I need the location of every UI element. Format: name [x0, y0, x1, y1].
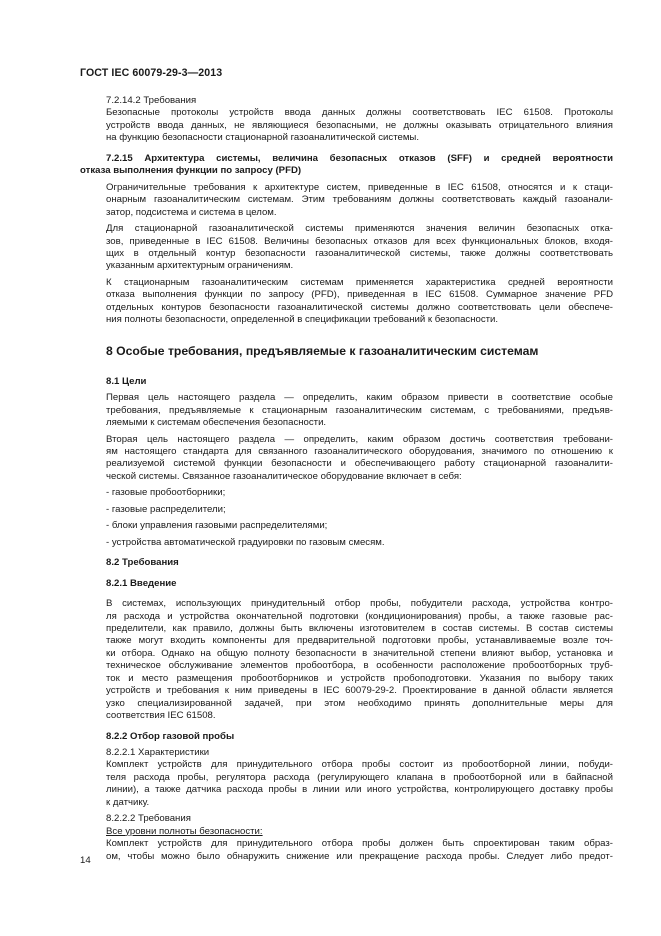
subsection-8-2-2-1-title: 8.2.2.1 Характеристики [106, 747, 210, 759]
text-line: щих в отдельный контур безопасности газоаналитической системы, также должны соответствовать [106, 247, 613, 259]
text-line: ческой системы. Связанное газоаналитическое оборудование включает в себя: [106, 470, 462, 482]
text-line: к датчику. [106, 796, 150, 808]
paragraph [80, 598, 613, 723]
text-line: Для стационарной газоаналитической системы применяются значения величин безопасных отка- [106, 223, 613, 235]
paragraph [80, 277, 613, 327]
text-line: Комплект устройств для принудительного отбора пробы должен быть спроектирован таким образ- [106, 838, 613, 850]
text-line: пределители, как правило, должны быть включены изготовителем в состав системы. В состав системы [106, 622, 613, 634]
list-item: - газовые распределители; [106, 503, 226, 515]
paragraph [80, 838, 613, 863]
list-item: - блоки управления газовыми распределителями; [106, 520, 328, 532]
text-line: отдельных контуров безопасности газоаналитической системы должно соответствовать цели обеспече- [106, 301, 613, 313]
text-line: указанным архитектурным ограничениям. [106, 260, 294, 272]
page-content [80, 95, 613, 863]
text-line: отказа выполнения функции по запросу (PFD) [80, 165, 302, 177]
text-line: соответствия IEC 61508. [106, 710, 216, 722]
text-line: ки отбора. Однако на общую полноту безопасности в значительной степени влияют выбор, установка и [106, 647, 613, 659]
text-line: Ограничительные требования к архитектуре систем, приведенные в IEC 61508, относятся и к стаци- [106, 181, 613, 193]
subsection-8-2-2-2-title: 8.2.2.2 Требования [106, 813, 191, 825]
page-number: 14 [80, 855, 91, 866]
text-line: затор, подсистема и система в целом. [106, 206, 277, 218]
text-line: ляемыми к системам обеспечения безопасности. [106, 417, 327, 429]
list-item: - газовые пробоотборники; [106, 487, 226, 499]
subsection-8-2-2-title: 8.2.2 Отбор газовой пробы [106, 730, 235, 742]
subsection-8-2-title: 8.2 Требования [106, 557, 179, 569]
paragraph [80, 107, 613, 144]
text-line: зов, приведенные в IEC 61508. Величины безопасных отказов для всех функциональных блоков, входя- [106, 235, 613, 247]
running-header: ГОСТ IEC 60079-29-3—2013 [80, 67, 223, 79]
text-line: Безопасные протоколы устройств ввода данных должны соответствовать IEC 61508. Протоколы [106, 107, 613, 119]
paragraph [80, 223, 613, 273]
text-line: также могут входить компоненты для предварительной подготовки пробы, устанавливаемые возле точ- [106, 635, 613, 647]
list-item: - устройства автоматической градуировки по газовым смесям. [106, 536, 385, 548]
paragraph [80, 759, 613, 809]
text-line: теля расхода пробы, регулятора расхода (регулирующего клапана в пробоотборной или в байпасной [106, 771, 613, 783]
text-line: К стационарным газоаналитическим системам применяется характеристика средней вероятности [106, 276, 613, 288]
text-line: устройств ввода данных, не являющиеся безопасными, не должны оказывать отрицательного влияния [106, 119, 613, 131]
text-line: узко специализированной задачей, при этом необходимо принять дополнительные меры для [106, 697, 613, 709]
text-line: В системах, использующих принудительный отбор пробы, побудители расхода, устройства контро- [106, 598, 613, 610]
text-line: Вторая цель настоящего раздела — определить, каким образом достичь соответствия требовани- [106, 433, 613, 445]
paragraph [80, 392, 613, 429]
paragraph [80, 182, 613, 219]
text-line: Первая цель настоящего раздела — определить, каким образом привести в соответствие особые [106, 392, 613, 404]
subsection-8-1-title: 8.1 Цели [106, 375, 147, 387]
text-line: ля расхода и устройства окончательной подготовки (кондиционирования) пробы, а также газовые рас- [106, 610, 613, 622]
paragraph [80, 434, 613, 484]
subsection-7-2-14-2-title: 7.2.14.2 Требования [106, 95, 197, 106]
text-line: Комплект устройств для принудительного отбора пробы состоит из пробоотборной линии, побуди- [106, 759, 613, 771]
text-line: ток и место размещения пробоотборников и устройств пробоподготовки. Указания по выбору таких [106, 672, 613, 684]
subsection-8-2-1-title: 8.2.1 Введение [106, 577, 177, 589]
text-line: ом, чтобы можно было обнаружить снижение или прекращение расхода пробы. Следует либо предот- [106, 850, 613, 862]
text-line: ния полноты безопасности, определенной в спецификации требований к безопасности. [106, 314, 499, 326]
section-8-title: 8 Особые требования, предъявляемые к газоаналитическим системам [106, 343, 539, 358]
text-line: устройств и требования к ним приведены в IEC 60079-29-2. Проектирование в данной области является [106, 685, 613, 697]
underlined-subheading: Все уровни полноты безопасности: [106, 825, 263, 837]
text-line: реализуемой системой функции безопасности и обеспечивающего работу стационарной газоаналити- [106, 458, 613, 470]
text-line: требования, предъявляемые к стационарным газоаналитическим системам, с требованиями, предъяв- [106, 404, 613, 416]
text-line: отказа выполнения функции по запросу (PFD), приведенная в IEC 61508. Суммарное значение PFD [106, 289, 613, 301]
text-line: 7.2.15 Архитектура системы, величина безопасных отказов (SFF) и средней вероятности [106, 152, 613, 164]
subsection-7-2-15-title [80, 153, 613, 178]
text-line: на функцию безопасности стационарной газоаналитической системы. [106, 132, 419, 144]
text-line: техническое обслуживание элементов пробоотбора, в особенности расположение пробоотборных труб- [106, 660, 613, 672]
text-line: онарным газоаналитическим системам. Этим требованиям должны соответствовать каждый газоанали- [106, 194, 613, 206]
text-line: ям настоящего стандарта для связанного газоаналитического оборудования, значимого по отношению к [106, 445, 613, 457]
text-line: линии), а также датчика расхода пробы в линии или иного устройства, контролирующего доставку пробы [106, 784, 613, 796]
bullet-list [80, 487, 613, 549]
